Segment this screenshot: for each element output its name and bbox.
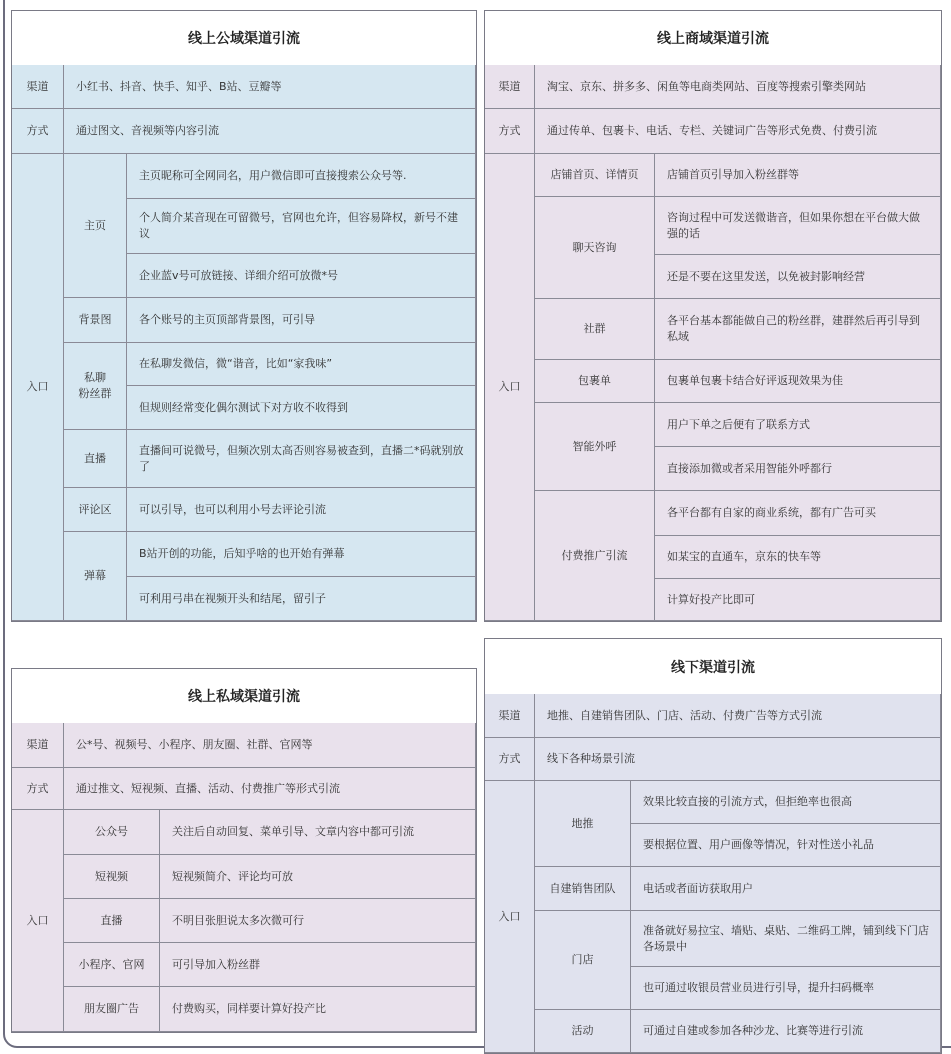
channel-value: 淘宝、京东、拼多多、闲鱼等电商类网站、百度等搜索引擎类网站 — [535, 65, 941, 109]
entry-detail: 准备就好易拉宝、墙贴、桌贴、二维码工牌，铺到线下门店各场景中 — [631, 911, 941, 967]
panel-title: 线上公域渠道引流 — [12, 11, 476, 66]
channel-label: 渠道 — [12, 723, 64, 768]
entry-detail: 如某宝的直通车，京东的快车等 — [655, 536, 941, 579]
entry-detail: B站开创的功能，后知乎啥的也开始有弹幕 — [127, 532, 476, 577]
channel-table — [12, 723, 476, 1032]
method-value: 通过推文、短视频、直播、活动、付费推广等形式引流 — [64, 768, 476, 810]
entry-name: 小程序、官网 — [64, 943, 160, 987]
entry-name: 店铺首页、详情页 — [535, 154, 655, 197]
entry-name: 短视频 — [64, 855, 160, 899]
entry-name: 弹幕 — [64, 532, 127, 621]
offline-panel — [484, 638, 942, 1054]
entry-detail: 要根据位置、用户画像等情况，针对性送小礼品 — [631, 824, 941, 867]
entry-detail: 咨询过程中可发送微谐音，但如果你想在平台做大做强的话 — [655, 197, 941, 255]
entry-detail: 店铺首页引导加入粉丝群等 — [655, 154, 941, 197]
method-value: 线下各种场景引流 — [535, 738, 941, 781]
method-label: 方式 — [485, 738, 535, 781]
channel-label: 渠道 — [12, 65, 64, 109]
entry-detail: 但规则经常变化偶尔测试下对方收不收得到 — [127, 386, 476, 430]
entry-name: 背景图 — [64, 298, 127, 343]
online-mall-panel — [484, 10, 942, 622]
entry-name: 社群 — [535, 299, 655, 360]
channel-table — [485, 65, 941, 621]
method-label: 方式 — [485, 109, 535, 154]
entry-detail: 电话或者面访获取用户 — [631, 867, 941, 911]
entry-name: 活动 — [535, 1010, 631, 1053]
entry-detail: 可通过自建或参加各种沙龙、比赛等进行引流 — [631, 1010, 941, 1053]
online-public-panel — [11, 10, 477, 622]
channel-value: 公*号、视频号、小程序、朋友圈、社群、官网等 — [64, 723, 476, 768]
panel-title: 线下渠道引流 — [485, 639, 941, 695]
entry-name: 聊天咨询 — [535, 197, 655, 299]
channel-table — [12, 65, 476, 621]
entry-name: 包裹单 — [535, 360, 655, 403]
entry-detail: 企业蓝v号可放链接、详细介绍可放微*号 — [127, 254, 476, 298]
entry-name: 智能外呼 — [535, 403, 655, 491]
entry-detail: 主页昵称可全网同名，用户微信即可直接搜索公众号等. — [127, 154, 476, 199]
entry-name: 公众号 — [64, 810, 160, 855]
entry-label: 入口 — [485, 154, 535, 621]
entry-detail: 用户下单之后便有了联系方式 — [655, 403, 941, 447]
entry-detail: 包裹单包裹卡结合好评返现效果为佳 — [655, 360, 941, 403]
entry-name: 直播 — [64, 430, 127, 488]
entry-detail: 在私聊发微信，微“谐音，比如“家我味” — [127, 343, 476, 386]
entry-name: 地推 — [535, 781, 631, 867]
method-label: 方式 — [12, 109, 64, 154]
entry-name: 主页 — [64, 154, 127, 298]
channel-label: 渠道 — [485, 65, 535, 109]
entry-detail: 各平台基本都能做自己的粉丝群，建群然后再引导到私域 — [655, 299, 941, 360]
entry-label: 入口 — [485, 781, 535, 1053]
entry-name: 评论区 — [64, 488, 127, 532]
entry-name: 门店 — [535, 911, 631, 1010]
entry-detail: 关注后自动回复、菜单引导、文章内容中都可引流 — [160, 810, 476, 855]
entry-detail: 计算好投产比即可 — [655, 579, 941, 621]
channel-value: 地推、自建销售团队、门店、活动、付费广告等方式引流 — [535, 694, 941, 738]
entry-detail: 各个账号的主页顶部背景图，可引导 — [127, 298, 476, 343]
entry-detail: 可利用弓串在视频开头和结尾，留引子 — [127, 577, 476, 621]
entry-detail: 不明目张胆说太多次微可行 — [160, 899, 476, 943]
entry-name: 付费推广引流 — [535, 491, 655, 621]
channel-value: 小红书、抖音、快手、知乎、B站、豆瓣等 — [64, 65, 476, 109]
entry-name: 朋友圈广告 — [64, 987, 160, 1032]
panel-title: 线上商域渠道引流 — [485, 11, 941, 66]
entry-detail: 可以引导，也可以利用小号去评论引流 — [127, 488, 476, 532]
entry-detail: 各平台都有自家的商业系统，都有广告可买 — [655, 491, 941, 536]
entry-detail: 可引导加入粉丝群 — [160, 943, 476, 987]
entry-name: 直播 — [64, 899, 160, 943]
entry-name: 私聊 粉丝群 — [64, 343, 127, 430]
method-label: 方式 — [12, 768, 64, 810]
entry-detail: 付费购买，同样要计算好投产比 — [160, 987, 476, 1032]
entry-detail: 短视频简介、评论均可放 — [160, 855, 476, 899]
online-private-panel — [11, 668, 477, 1033]
entry-detail: 效果比较直接的引流方式，但拒绝率也很高 — [631, 781, 941, 824]
channel-table — [485, 694, 941, 1053]
entry-detail: 直接添加微或者采用智能外呼都行 — [655, 447, 941, 491]
entry-label: 入口 — [12, 154, 64, 621]
entry-label: 入口 — [12, 810, 64, 1032]
entry-name: 自建销售团队 — [535, 867, 631, 911]
method-value: 通过图文、音视频等内容引流 — [64, 109, 476, 154]
entry-detail: 还是不要在这里发送，以免被封影响经营 — [655, 255, 941, 299]
entry-detail: 个人简介某音现在可留微号，官网也允许，但容易降权，新号不建议 — [127, 199, 476, 254]
entry-detail: 直播间可说微号，但频次别太高否则容易被查到，直播二*码就别放了 — [127, 430, 476, 488]
entry-detail: 也可通过收银员营业员进行引导，提升扫码概率 — [631, 967, 941, 1010]
channel-label: 渠道 — [485, 694, 535, 738]
method-value: 通过传单、包裹卡、电话、专栏、关键词广告等形式免费、付费引流 — [535, 109, 941, 154]
panel-title: 线上私域渠道引流 — [12, 669, 476, 724]
